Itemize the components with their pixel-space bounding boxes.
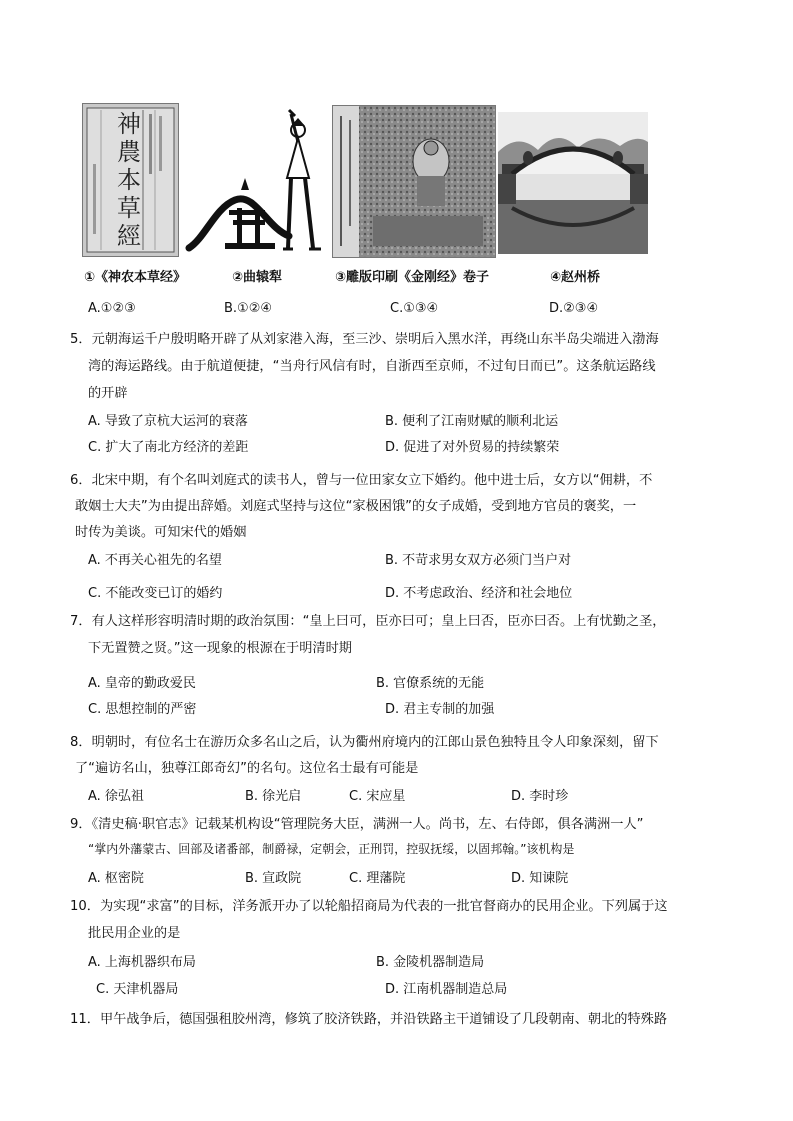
caption-shennong: ①《神农本草经》 <box>84 270 187 285</box>
q4-option-d: D.②③④ <box>549 301 599 316</box>
q5-option-c: C. 扩大了南北方经济的差距 <box>88 440 249 455</box>
plow-illustration <box>185 108 330 256</box>
caption-plow: ②曲辕犁 <box>232 270 283 285</box>
q6-option-a: A. 不再关心祖先的名望 <box>88 553 222 568</box>
q7-option-d: D. 君主专制的加强 <box>385 702 495 717</box>
q6-stem-line-3: 时传为美谈。可知宋代的婚姻 <box>75 525 247 540</box>
q9-option-c: C. 理藩院 <box>349 871 406 886</box>
caption-diamond-sutra: ③雕版印刷《金刚经》卷子 <box>335 270 490 285</box>
q6-option-b: B. 不苛求男女双方必须门当户对 <box>385 553 572 568</box>
image-quyuan-plow <box>185 108 330 256</box>
q5-stem-line-3: 的开辟 <box>88 386 128 401</box>
q7-option-a: A. 皇帝的勤政爱民 <box>88 676 196 691</box>
q7-option-c: C. 思想控制的严密 <box>88 702 197 717</box>
q10-stem-line-2: 批民用企业的是 <box>88 926 181 941</box>
q6-stem-line-1: 6．北宋中期，有个名叫刘庭式的读书人，曾与一位田家女立下婚约。他中进士后，女方以“佣耕，不 <box>70 473 653 488</box>
image-shennong-bencao-jing <box>82 103 179 257</box>
q10-stem-line-1: 10．为实现“求富”的目标，洋务派开办了以轮船招商局为代表的一批官督商办的民用企业。下列属于这 <box>70 899 668 914</box>
image-diamond-sutra-print <box>332 105 496 258</box>
q10-option-c: C. 天津机器局 <box>96 982 179 997</box>
q11-stem-line-1: 11．甲午战争后，德国强租胶州湾，修筑了胶济铁路，并沿铁路主干道铺设了几段朝南、朝北的特殊路 <box>70 1012 668 1027</box>
q10-option-d: D. 江南机器制造总局 <box>385 982 508 997</box>
q5-option-a: A. 导致了京杭大运河的衰落 <box>88 414 248 429</box>
q4-option-a: A.①②③ <box>88 301 136 316</box>
q10-option-a: A. 上海机器织布局 <box>88 955 196 970</box>
q8-option-b: B. 徐光启 <box>245 789 302 804</box>
caption-zhaozhou: ④赵州桥 <box>550 270 601 285</box>
image-zhaozhou-bridge <box>498 112 648 254</box>
q6-stem-line-2: 敢姻士大夫”为由提出辞婚。刘庭式坚持与这位“家极困饿”的女子成婚，受到地方官员的褒奖，一 <box>75 499 637 514</box>
q5-option-d: D. 促进了对外贸易的持续繁荣 <box>385 440 560 455</box>
q5-stem-line-1: 5．元朝海运千户殷明略开辟了从刘家港入海，至三沙、崇明后入黑水洋，再绕山东半岛尖端进入渤海 <box>70 332 659 347</box>
q9-option-d: D. 知谏院 <box>511 871 569 886</box>
q9-stem-line-1: 9．《清史稿·职官志》记载某机构设“管理院务大臣，满洲一人。尚书，左、右侍郎，俱各满洲一人” <box>70 817 644 832</box>
q4-option-b: B.①②④ <box>224 301 273 316</box>
q8-stem-line-1: 8．明朝时，有位名士在游历众多名山之后，认为衢州府境内的江郎山景色独特且令人印象深刻，留下 <box>70 735 659 750</box>
book-title-glyphs: 神農本草經 <box>117 110 141 250</box>
q9-stem-line-2: “掌内外藩蒙古、回部及诸番部，制爵禄，定朝会，正刑罚，控驭抚绥，以固邦翰。”该机构是 <box>88 842 575 856</box>
q10-option-b: B. 金陵机器制造局 <box>376 955 485 970</box>
q7-stem-line-1: 7．有人这样形容明清时期的政治氛围：“皇上曰可，臣亦曰可；皇上曰否，臣亦曰否。上有忧勤之圣， <box>70 614 666 629</box>
q4-option-c: C.①③④ <box>390 301 439 316</box>
q8-option-a: A. 徐弘祖 <box>88 789 144 804</box>
q5-stem-line-2: 湾的海运路线。由于航道便捷，“当舟行风信有时，自浙西至京师，不过旬日而已”。这条航运路线 <box>88 359 656 374</box>
q9-option-a: A. 枢密院 <box>88 871 144 886</box>
q5-option-b: B. 便利了江南财赋的顺利北运 <box>385 414 559 429</box>
bridge-illustration <box>498 112 648 254</box>
q8-stem-line-2: 了“遍访名山，独尊江郎奇幻”的名句。这位名士最有可能是 <box>75 761 419 776</box>
q9-option-b: B. 宣政院 <box>245 871 302 886</box>
diamond-sutra-illustration <box>333 106 495 257</box>
q8-option-d: D. 李时珍 <box>511 789 569 804</box>
q6-option-c: C. 不能改变已订的婚约 <box>88 586 223 601</box>
q7-option-b: B. 官僚系统的无能 <box>376 676 485 691</box>
q7-stem-line-2: 下无置赞之贤。”这一现象的根源在于明清时期 <box>88 641 352 656</box>
q6-option-d: D. 不考虑政治、经济和社会地位 <box>385 586 573 601</box>
q8-option-c: C. 宋应星 <box>349 789 406 804</box>
